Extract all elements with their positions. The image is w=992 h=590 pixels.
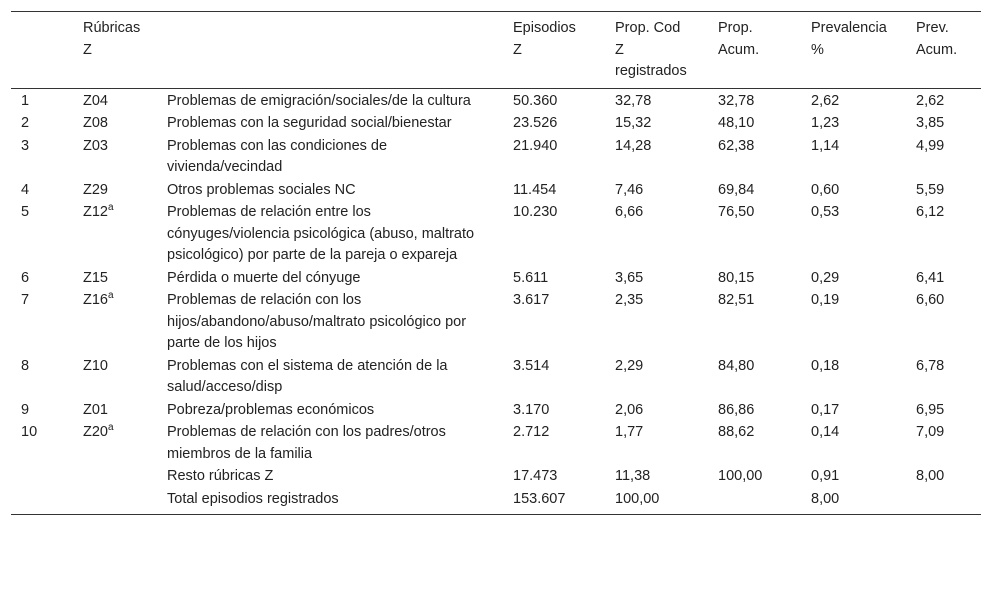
header-col-descripcion (157, 12, 503, 89)
prop-acum-value: 62,38 (718, 137, 755, 154)
table-row (11, 88, 981, 113)
table-header (11, 12, 981, 89)
header-row (11, 12, 981, 89)
description: Pobreza/problemas económicos (167, 401, 375, 418)
episodios-value: 3.170 (513, 401, 550, 418)
header-col-episodios: Episodios Z (503, 12, 605, 89)
prevalencia-value: 0,53 (811, 204, 840, 220)
prop-cod-value: 14,28 (615, 137, 652, 154)
rubrica-code: Z10 (83, 357, 108, 374)
prop-cod-value: 15,32 (615, 115, 652, 131)
description: Problemas con el sistema de atención de la salud/acceso/disp (167, 357, 448, 395)
episodios-value: 5.611 (513, 269, 549, 286)
description: Problemas con la seguridad social/bienestar (167, 115, 452, 131)
episodios-value: 50.360 (513, 92, 558, 109)
rubricas-z-table (11, 11, 981, 515)
prevalencia-value: 0,29 (811, 269, 840, 286)
prev-acum-value: 6,41 (916, 269, 945, 286)
row-number: 1 (21, 92, 30, 109)
row-number: 2 (21, 115, 30, 131)
header-col-prop-acum: Prop. Acum. (708, 12, 801, 89)
row-number: 5 (21, 204, 30, 220)
description: Problemas de relación entre los cónyuges/violencia psicológica (abuso, maltrato psicológico) por parte de la pareja o expareja (167, 204, 475, 263)
prev-acum-value: 6,78 (916, 357, 945, 374)
rubrica-code: Z08 (83, 115, 108, 131)
prop-acum-value: 86,86 (718, 401, 755, 418)
description: Pérdida o muerte del cónyuge (167, 269, 361, 286)
row-number: 4 (21, 181, 30, 198)
footnote-marker: a (108, 202, 114, 213)
row-number (11, 466, 73, 489)
table-container (11, 11, 981, 515)
description: Problemas de relación con los hijos/abandono/abuso/maltrato psicológico por parte de los hijos (167, 292, 467, 351)
prevalencia-value: 0,19 (811, 292, 840, 308)
prop-cod-value: 6,66 (615, 204, 644, 220)
table-body (11, 88, 981, 515)
prop-acum-value: 76,50 (718, 204, 755, 220)
footnote-marker: a (108, 422, 114, 433)
description: Problemas con las condiciones de vivienda/vecindad (167, 137, 388, 175)
prop-acum-value: 88,62 (718, 424, 755, 440)
prop-acum-value: 82,51 (718, 292, 755, 308)
table-row (11, 399, 981, 422)
prop-cod-value: 2,35 (615, 292, 644, 308)
prev-acum-value: 3,85 (916, 115, 945, 131)
rubrica-code: Z29 (83, 181, 108, 198)
table-row (11, 267, 981, 290)
header-col-rubricas: Rúbricas Z (73, 12, 157, 89)
rubrica-code: Z12$^a$ (83, 202, 114, 220)
prev-acum-value: 6,12 (916, 204, 945, 220)
prop-cod-value: 100,00 (605, 488, 708, 515)
row-number: 6 (21, 269, 30, 286)
row-number: 9 (21, 401, 30, 418)
description: Resto rúbricas Z (167, 468, 274, 484)
prop-cod-value: 7,46 (615, 181, 644, 198)
episodios-value: 153.607 (503, 488, 605, 515)
rubrica-code: Z20$^a$ (83, 422, 114, 440)
prop-acum-value (708, 488, 801, 515)
description: Total episodios registrados (157, 488, 503, 515)
prevalencia-value: 2,62 (811, 92, 840, 109)
prop-cod-value: 1,77 (615, 424, 644, 440)
prop-cod-value: 32,78 (615, 92, 652, 109)
description: Problemas de relación con los padres/otros miembros de la familia (167, 424, 446, 462)
prop-acum-value: 84,80 (718, 357, 755, 374)
header-col-prevalencia: Prevalencia % (801, 12, 906, 89)
episodios-value: 21.940 (513, 137, 558, 154)
episodios-value: 17.473 (513, 468, 558, 484)
table-row (11, 179, 981, 202)
episodios-value: 3.617 (513, 292, 550, 308)
table-row (11, 422, 981, 466)
episodios-value: 23.526 (513, 115, 558, 131)
episodios-value: 2.712 (513, 424, 550, 440)
prop-acum-value: 32,78 (718, 92, 755, 109)
prevalencia-value: 1,23 (811, 115, 840, 131)
episodios-value: 11.454 (513, 181, 557, 198)
header-col-prev-acum: Prev. Acum. (906, 12, 981, 89)
row-number: 7 (21, 292, 30, 308)
prop-cod-value: 2,06 (615, 401, 644, 418)
table-row (11, 488, 981, 515)
prop-acum-value: 69,84 (718, 181, 755, 198)
prev-acum-value: 6,60 (916, 292, 945, 308)
prevalencia-value: 0,60 (811, 181, 840, 198)
row-number: 3 (21, 137, 30, 154)
rubrica-code (73, 466, 157, 489)
rubrica-code: Z04 (83, 92, 108, 109)
prev-acum-value: 7,09 (916, 424, 945, 440)
header-col-index (11, 12, 73, 89)
rubrica-code: Z03 (83, 137, 108, 154)
table-row (11, 355, 981, 399)
prevalencia-value: 8,00 (801, 488, 906, 515)
description: Problemas de emigración/sociales/de la cultura (167, 92, 471, 109)
table-row (11, 290, 981, 356)
prev-acum-value: 8,00 (916, 468, 945, 484)
table-row (11, 202, 981, 268)
table-row (11, 135, 981, 179)
row-number: 10 (21, 424, 38, 440)
episodios-value: 3.514 (513, 357, 550, 374)
prev-acum-value: 4,99 (916, 137, 945, 154)
prop-cod-value: 2,29 (615, 357, 644, 374)
prev-acum-value: 5,59 (916, 181, 945, 198)
rubrica-code: Z01 (83, 401, 108, 418)
prop-acum-value: 80,15 (718, 269, 755, 286)
prop-acum-value: 48,10 (718, 115, 755, 131)
prev-acum-value: 6,95 (916, 401, 945, 418)
prop-cod-value: 11,38 (615, 468, 651, 484)
rubrica-code: Z15 (83, 269, 108, 286)
prevalencia-value: 1,14 (811, 137, 840, 154)
rubrica-code (73, 488, 157, 515)
prop-cod-value: 3,65 (615, 269, 644, 286)
episodios-value: 10.230 (513, 204, 558, 220)
header-col-prop-cod: Prop. Cod Z registrados (605, 12, 708, 89)
row-number: 8 (21, 357, 30, 374)
footnote-marker: a (108, 290, 114, 301)
rubrica-code: Z16$^a$ (83, 290, 114, 308)
prev-acum-value (906, 488, 981, 515)
table-row (11, 466, 981, 489)
prevalencia-value: 0,18 (811, 357, 840, 374)
description: Otros problemas sociales NC (167, 181, 356, 198)
prevalencia-value: 0,91 (811, 468, 840, 484)
prop-acum-value: 100,00 (718, 468, 763, 484)
prevalencia-value: 0,14 (811, 424, 840, 440)
row-number (11, 488, 73, 515)
prev-acum-value: 2,62 (916, 92, 945, 109)
table-row (11, 113, 981, 136)
prevalencia-value: 0,17 (811, 401, 840, 418)
